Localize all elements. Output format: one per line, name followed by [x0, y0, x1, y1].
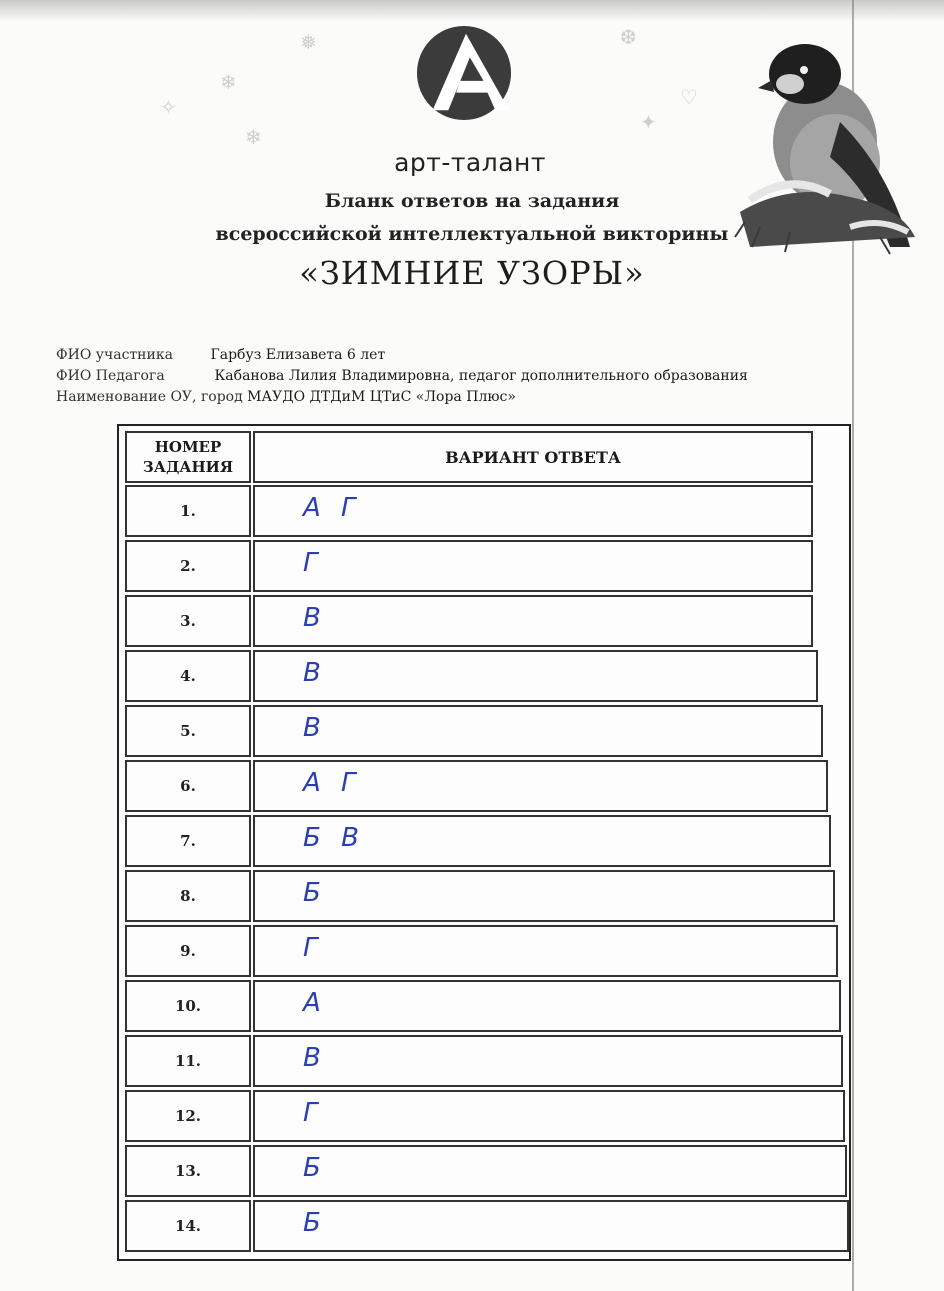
answer-table — [117, 424, 851, 1261]
heart-icon: ♡ — [680, 85, 698, 109]
art-talant-logo — [415, 24, 513, 122]
quiz-title: «ЗИМНИЕ УЗОРЫ» — [299, 254, 645, 292]
title-line-2: всероссийской интеллектуальной викторины — [215, 223, 729, 245]
snowflake-icon: ❄ — [220, 70, 237, 94]
answer-cell — [253, 650, 818, 702]
bullfinch-illustration — [730, 22, 920, 257]
school-row — [56, 389, 516, 405]
star-icon: ✦ — [640, 110, 657, 134]
handwritten-answer: Б — [303, 1153, 327, 1183]
answer-cell — [253, 1200, 849, 1252]
header-answer-label: ВАРИАНТ ОТВЕТА — [445, 447, 621, 467]
task-number-cell — [125, 1200, 251, 1252]
header-number-line1: НОМЕР — [154, 438, 222, 456]
answer-cell — [253, 595, 813, 647]
task-number: 9. — [180, 942, 196, 960]
task-number-cell — [125, 760, 251, 812]
task-number-cell — [125, 595, 251, 647]
teacher-row — [56, 368, 748, 384]
title-line-1: Бланк ответов на задания — [324, 190, 620, 212]
answer-cell — [253, 485, 813, 537]
task-number: 3. — [180, 612, 196, 630]
handwritten-answer: Г — [303, 933, 324, 963]
answer-cell — [253, 1035, 843, 1087]
task-number-cell — [125, 705, 251, 757]
task-number-cell — [125, 540, 251, 592]
snowflake-icon: ❄ — [245, 125, 262, 149]
header-answer-cell — [253, 431, 813, 483]
header-number-line2: ЗАДАНИЯ — [142, 458, 234, 476]
answer-cell — [253, 760, 828, 812]
task-number-cell — [125, 1035, 251, 1087]
answer-cell — [253, 980, 841, 1032]
handwritten-answer: Г — [303, 548, 324, 578]
scan-shadow — [0, 0, 944, 22]
participant-value: Гарбуз Елизавета 6 лет — [210, 347, 386, 363]
task-number-cell — [125, 815, 251, 867]
star-icon: ✧ — [160, 95, 177, 119]
handwritten-answer: А — [303, 988, 327, 1018]
task-number: 13. — [174, 1162, 202, 1180]
handwritten-answer: В — [303, 713, 327, 743]
task-number-cell — [125, 870, 251, 922]
task-number: 4. — [180, 667, 196, 685]
handwritten-answer: Г — [303, 1098, 324, 1128]
answer-cell — [253, 1145, 847, 1197]
task-number-cell — [125, 1145, 251, 1197]
school-label: Наименование ОУ, город — [56, 389, 243, 405]
answer-cell — [253, 540, 813, 592]
answer-cell — [253, 815, 831, 867]
answer-cell — [253, 1090, 845, 1142]
participant-label: ФИО участника — [56, 347, 173, 363]
handwritten-answer: В — [303, 1043, 327, 1073]
task-number: 12. — [174, 1107, 202, 1125]
handwritten-answer: В — [303, 658, 327, 688]
handwritten-answer: Б В — [303, 823, 365, 853]
handwritten-answer: Б — [303, 1208, 327, 1238]
handwritten-answer: А Г — [303, 493, 362, 523]
answer-cell — [253, 925, 838, 977]
teacher-label: ФИО Педагога — [56, 368, 165, 384]
task-number: 14. — [174, 1217, 202, 1235]
participant-row — [56, 347, 385, 363]
handwritten-answer: А Г — [303, 768, 362, 798]
task-number: 2. — [180, 557, 196, 575]
task-number-cell — [125, 650, 251, 702]
teacher-value: Кабанова Лилия Владимировна, педагог дополнительного образования — [214, 368, 748, 384]
snowflake-icon: ❅ — [300, 30, 317, 54]
task-number: 7. — [180, 832, 196, 850]
task-number: 1. — [180, 502, 196, 520]
task-number-cell — [125, 1090, 251, 1142]
answer-cell — [253, 705, 823, 757]
task-number: 10. — [174, 997, 202, 1015]
handwritten-answer: В — [303, 603, 327, 633]
answer-cell — [253, 870, 835, 922]
snowflake-icon: ❆ — [620, 25, 637, 49]
task-number-cell — [125, 485, 251, 537]
school-value: МАУДО ДТДиМ ЦТиС «Лора Плюс» — [247, 389, 516, 405]
brand-name: арт-талант — [394, 148, 546, 177]
task-number: 11. — [174, 1052, 202, 1070]
task-number-cell — [125, 925, 251, 977]
task-number-cell — [125, 980, 251, 1032]
header-number-cell — [125, 431, 251, 483]
task-number: 5. — [180, 722, 196, 740]
task-number: 6. — [180, 777, 196, 795]
handwritten-answer: Б — [303, 878, 327, 908]
task-number: 8. — [180, 887, 196, 905]
